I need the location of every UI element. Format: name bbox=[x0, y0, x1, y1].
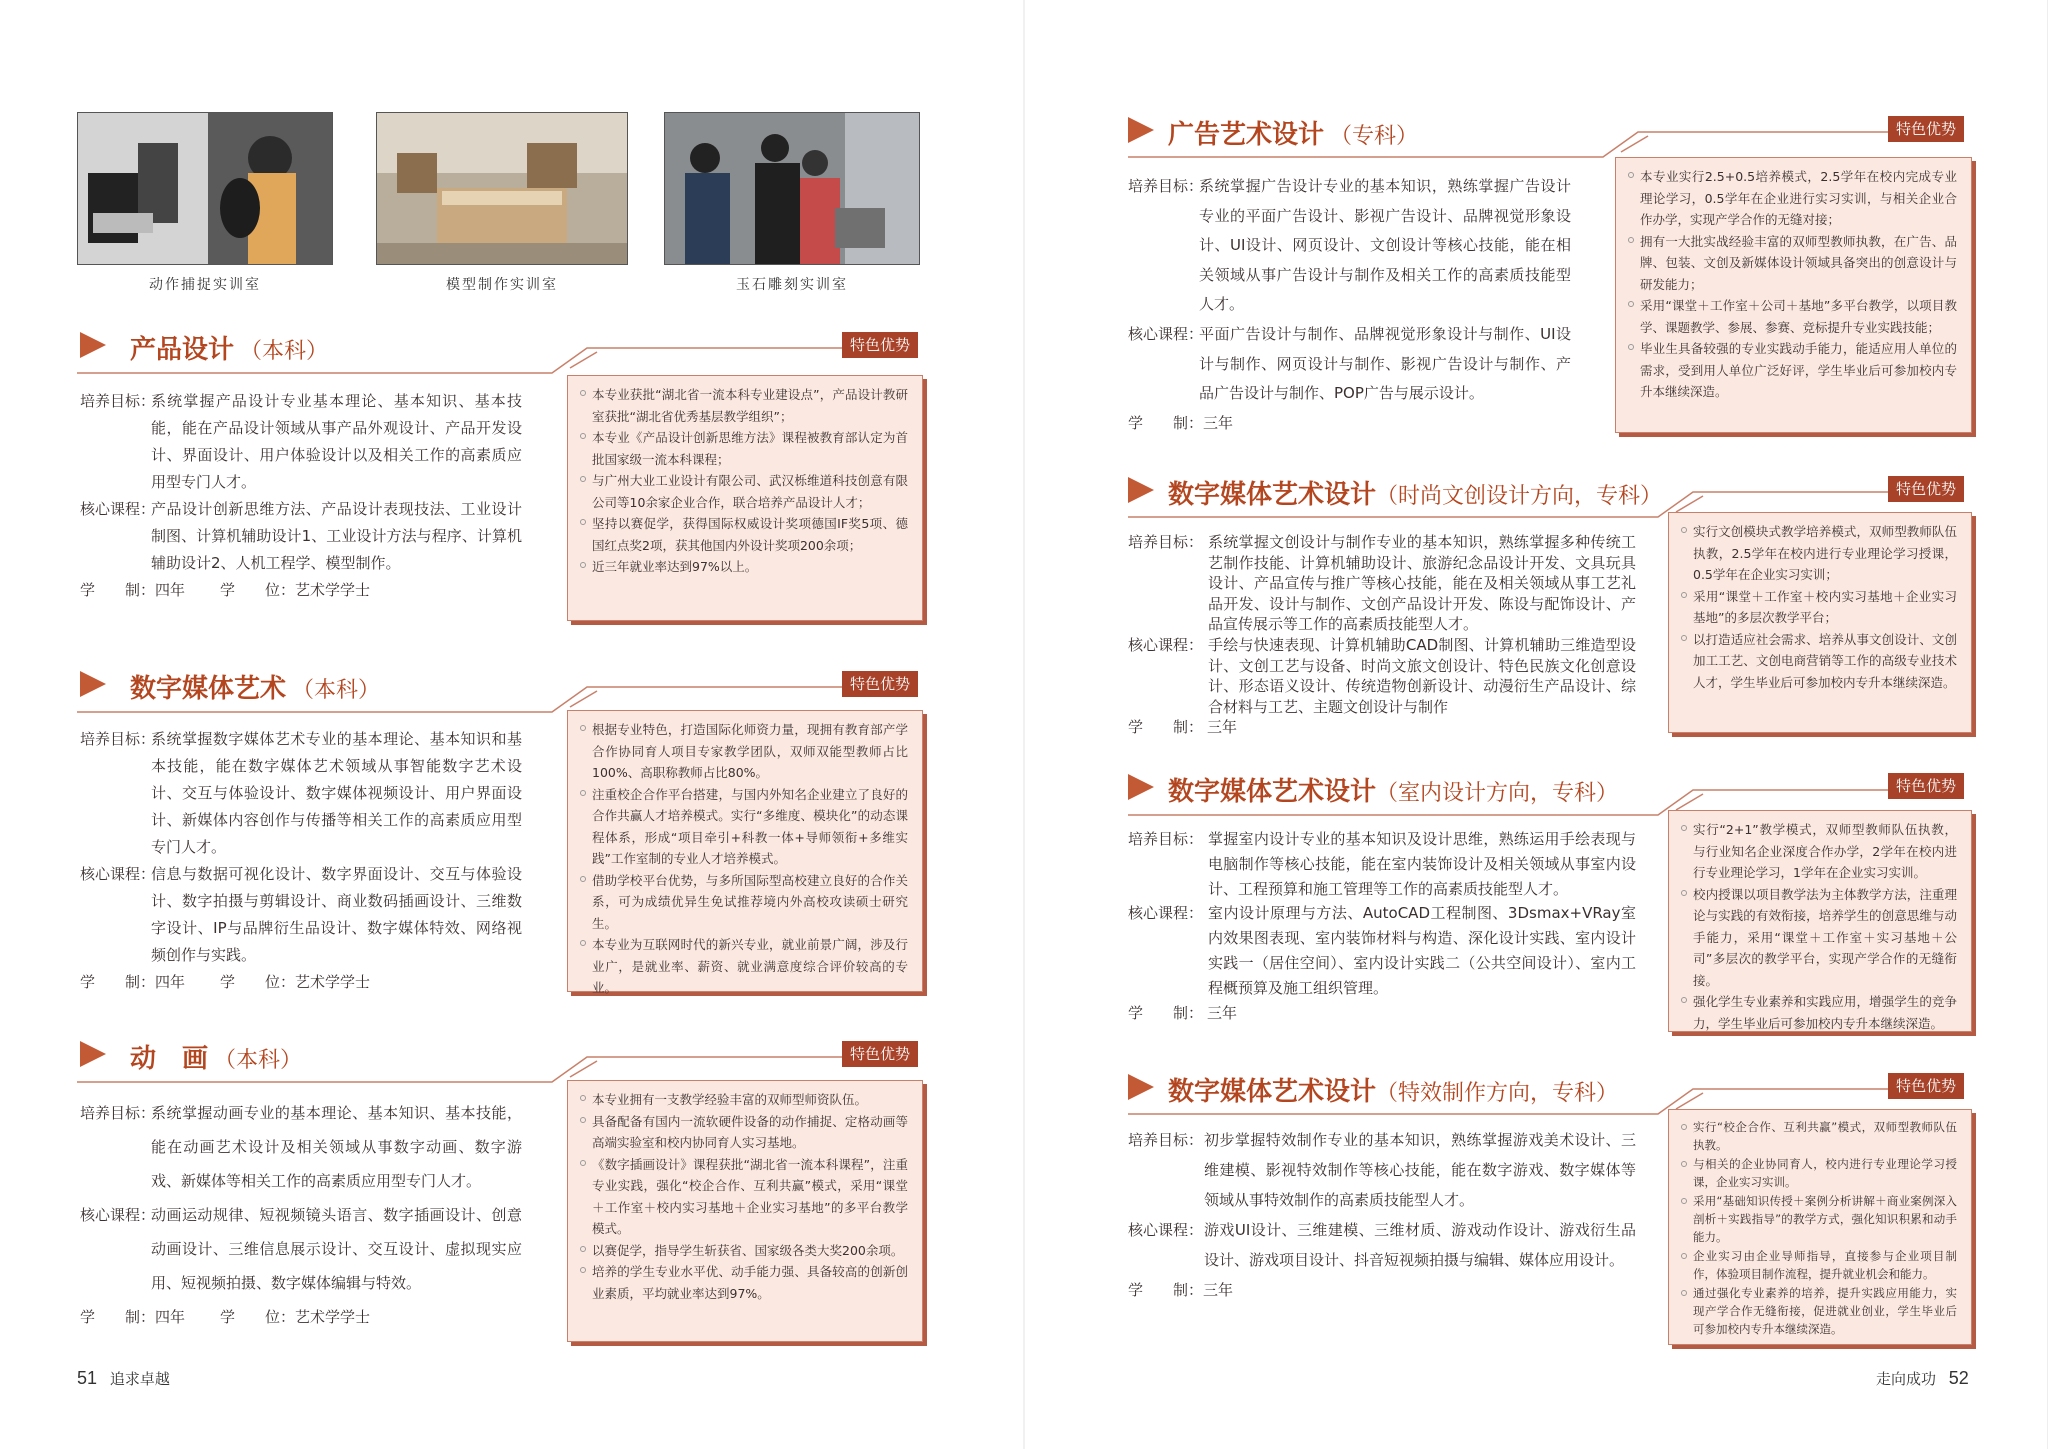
advantage-item: 毕业生具备较强的专业实践动手能力，能适应用人单位的需求，受到用人单位广泛好评，学生毕业后可参加校内专升本继续深造。 bbox=[1628, 338, 1957, 403]
advantage-item: 本专业拥有一支教学经验丰富的双师型师资队伍。 bbox=[580, 1089, 908, 1111]
course-label: 核心课程： bbox=[1128, 1221, 1204, 1239]
xuewei-label: 学 位： bbox=[220, 581, 296, 599]
course-text: 平面广告设计与制作、品牌视觉形象设计与制作、UI设计与制作、网页设计与制作、影视广告设计与制作、产品广告设计与制作、POP广告与展示设计。 bbox=[1199, 324, 1571, 403]
xuewei-value: 艺术学学士 bbox=[295, 581, 371, 599]
goal-label: 培养目标： bbox=[80, 730, 156, 748]
goal-text: 初步掌握特效制作专业的基本知识，熟练掌握游戏美术设计、三维建模、影视特效制作等核心技能，能在数字游戏、数字媒体等领域从事特效制作的高素质技能型人才。 bbox=[1204, 1131, 1636, 1209]
course-label: 核心课程： bbox=[1128, 635, 1204, 654]
xuezhi-label: 学 制： bbox=[80, 973, 156, 991]
goal-label: 培养目标： bbox=[80, 1104, 156, 1122]
advantage-item: 本专业为互联网时代的新兴专业，就业前景广阔，涉及行业广，是就业率、薪资、就业满意度综合评价较高的专业。 bbox=[580, 934, 908, 999]
feature-badge: 特色优势 bbox=[842, 1041, 918, 1067]
xuezhi-label: 学 制： bbox=[1128, 1281, 1204, 1299]
photo-caption: 玉石雕刻实训室 bbox=[736, 277, 848, 293]
course-text: 游戏UI设计、三维建模、三维材质、游戏动作设计、游戏衍生品设计、游戏项目设计、抖音短视频拍摄与编辑、媒体应用设计。 bbox=[1204, 1221, 1636, 1269]
xuezhi-label: 学 制： bbox=[80, 1308, 156, 1326]
advantage-item: 通过强化专业素养的培养，提升实践应用能力，实现产学合作无缝衔接，促进就业创业，学生毕业后可参加校内专升本继续深造。 bbox=[1681, 1284, 1957, 1339]
advantage-item: 与广州大业工业设计有限公司、武汉栎维道科技创意有限公司等10余家企业合作，联合培养产品设计人才； bbox=[580, 470, 908, 513]
section-level: （专科） bbox=[1330, 124, 1419, 149]
xuezhi-value: 三年 bbox=[1207, 718, 1238, 737]
advantage-item: 具备配备有国内一流软硬件设备的动作捕捉、定格动画等高端实验室和校内协同育人实习基地。 bbox=[580, 1111, 908, 1154]
course-text: 室内设计原理与方法、AutoCAD工程制图、3Dsmax+VRay室内效果图表现、室内装饰材料与构造、深化设计实践、室内设计实践一（居住空间）、室内设计实践二（公共空间设计）、室内工程概预算及施工组织管理。 bbox=[1208, 904, 1636, 997]
section-title-text: 数字媒体艺术设计 bbox=[1168, 777, 1377, 807]
advantage-box bbox=[1668, 1109, 1972, 1345]
goal-label: 培养目标： bbox=[1128, 1131, 1204, 1149]
course-label: 核心课程： bbox=[1128, 324, 1204, 343]
feature-badge: 特色优势 bbox=[842, 332, 918, 358]
advantage-item: 校内授课以项目教学法为主体教学方法，注重理论与实践的有效衔接，培养学生的创意思维与动手能力，采用“课堂＋工作室＋实习基地＋公司”多层次的教学平台，实现产学合作的无缝衔接。 bbox=[1681, 884, 1957, 992]
xuezhi-value: 四年 bbox=[155, 1308, 186, 1326]
section-level: （特效制作方向，专科） bbox=[1376, 1081, 1619, 1106]
feature-badge: 特色优势 bbox=[1888, 1073, 1964, 1099]
goal-text: 系统掌握产品设计专业基本理论、基本知识、基本技能，能在产品设计领域从事产品外观设计、产品开发设计、界面设计、用户体验设计以及相关工作的高素质应用型专门人才。 bbox=[151, 392, 522, 491]
section-rule bbox=[77, 338, 928, 378]
goal-label: 培养目标： bbox=[1128, 177, 1204, 195]
photo-caption: 动作捕捉实训室 bbox=[149, 277, 261, 293]
advantage-item: 坚持以赛促学，获得国际权威设计奖项德国IF奖5项、德国红点奖2项，获其他国内外设计奖项200余项； bbox=[580, 513, 908, 556]
page-footer-right bbox=[1876, 1368, 1969, 1389]
advantage-box bbox=[1668, 512, 1972, 733]
advantage-box bbox=[1615, 157, 1972, 433]
course-text: 产品设计创新思维方法、产品设计表现技法、工业设计制图、计算机辅助设计1、工业设计方法与程序、计算机辅助设计2、人机工程学、模型制作。 bbox=[151, 500, 522, 572]
goal-text: 系统掌握动画专业的基本理论、基本知识、基本技能，能在动画艺术设计及相关领域从事数字动画、数字游戏、新媒体等相关工作的高素质应用型专门人才。 bbox=[151, 1104, 522, 1190]
advantage-item: 与相关的企业协同育人，校内进行专业理论学习授课，企业实习实训。 bbox=[1681, 1155, 1957, 1192]
goal-text: 掌握室内设计专业的基本知识及设计思维，熟练运用手绘表现与电脑制作等核心技能，能在室内装饰设计及相关领域从事室内设计、工程预算和施工管理等工作的高素质技能型人才。 bbox=[1208, 830, 1636, 898]
feature-badge: 特色优势 bbox=[1888, 476, 1964, 502]
section-level: （本科） bbox=[292, 678, 381, 703]
xuezhi-label: 学 制： bbox=[1128, 718, 1204, 737]
xuewei-value: 艺术学学士 bbox=[295, 1308, 371, 1326]
section-title-text: 数字媒体艺术 bbox=[130, 674, 287, 704]
advantage-item: 采用“课堂＋工作室＋公司＋基地”多平台教学，以项目教学、课题教学、参展、参赛、竞标提升专业实践技能； bbox=[1628, 295, 1957, 338]
advantage-item: 《数字插画设计》课程获批“湖北省一流本科课程”，注重专业实践，强化“校企合作、互利共赢”模式，采用“课堂＋工作室＋校内实习基地＋企业实习基地”的多平台教学模式。 bbox=[580, 1154, 908, 1240]
section-title-text: 数字媒体艺术设计 bbox=[1168, 1077, 1377, 1107]
page-number: 52 bbox=[1948, 1368, 1969, 1388]
page-spine bbox=[1023, 0, 1025, 1449]
course-label: 核心课程： bbox=[80, 1206, 156, 1224]
page-number: 51 bbox=[77, 1368, 98, 1388]
goal-label: 培养目标： bbox=[1128, 533, 1204, 551]
footer-slogan: 追求卓越 bbox=[109, 1370, 170, 1388]
feature-badge: 特色优势 bbox=[1888, 773, 1964, 799]
section-body bbox=[1128, 172, 1571, 439]
advantage-item: 培养的学生专业水平优、动手能力强、具备较高的创新创业素质，平均就业率达到97%。 bbox=[580, 1261, 908, 1304]
section-level: （本科） bbox=[214, 1048, 303, 1073]
goal-label: 培养目标： bbox=[80, 392, 156, 410]
xuewei-label: 学 位： bbox=[220, 1308, 296, 1326]
advantage-box bbox=[1668, 810, 1972, 1032]
xuewei-label: 学 位： bbox=[220, 973, 296, 991]
advantage-item: 以打造适应社会需求、培养从事文创设计、文创加工工艺、文创电商营销等工作的高级专业技术人才，学生毕业后可参加校内专升本继续深造。 bbox=[1681, 629, 1957, 694]
section-title-text: 产品设计 bbox=[130, 335, 235, 365]
advantage-item: 采用“基础知识传授＋案例分析讲解＋商业案例深入剖析＋实践指导”的教学方式，强化知识积累和动手能力。 bbox=[1681, 1192, 1957, 1247]
xuewei-value: 艺术学学士 bbox=[295, 973, 371, 991]
advantage-item: 借助学校平台优势，与多所国际型高校建立良好的合作关系，可为成绩优异生免试推荐境内外高校攻读硕士研究生。 bbox=[580, 870, 908, 935]
advantage-item: 实行“2+1”教学模式，双师型教师队伍执教，与行业知名企业深度合作办学，2学年在校内进行专业理论学习，1学年在企业实习实训。 bbox=[1681, 819, 1957, 884]
goal-text: 系统掌握广告设计专业的基本知识，熟练掌握广告设计专业的平面广告设计、影视广告设计、品牌视觉形象设计、UI设计、网页设计、文创设计等核心技能，能在相关领域从事广告设计与制作及相关工作的高素质技能型人才。 bbox=[1199, 177, 1571, 314]
xuezhi-value: 三年 bbox=[1207, 1003, 1238, 1022]
feature-badge: 特色优势 bbox=[1888, 116, 1964, 142]
photo-caption: 模型制作实训室 bbox=[446, 277, 558, 293]
advantage-item: 本专业《产品设计创新思维方法》课程被教育部认定为首批国家级一流本科课程； bbox=[580, 427, 908, 470]
xuezhi-value: 三年 bbox=[1203, 413, 1234, 432]
advantage-item: 强化学生专业素养和实践应用，增强学生的竞争力，学生毕业后可参加校内专升本继续深造。 bbox=[1681, 991, 1957, 1034]
course-text: 手绘与快速表现、计算机辅助CAD制图、计算机辅助三维造型设计、文创工艺与设备、时尚文旅文创设计、特色民族文化创意设计、形态语义设计、传统造物创新设计、动漫衍生产品设计、综合材料与工艺、主题文创设计与制作 bbox=[1208, 635, 1636, 716]
section-level: （室内设计方向，专科） bbox=[1376, 781, 1619, 806]
course-text: 动画运动规律、短视频镜头语言、数字插画设计、创意动画设计、三维信息展示设计、交互设计、虚拟现实应用、短视频拍摄、数字媒体编辑与特效。 bbox=[151, 1206, 522, 1292]
course-label: 核心课程： bbox=[80, 865, 156, 883]
advantage-item: 拥有一大批实战经验丰富的双师型教师执教，在广告、品牌、包装、文创及新媒体设计领域具备突出的创意设计与研发能力； bbox=[1628, 231, 1957, 296]
advantage-item: 本专业获批“湖北省一流本科专业建设点”，产品设计教研室获批“湖北省优秀基层教学组织”； bbox=[580, 384, 908, 427]
xuezhi-label: 学 制： bbox=[80, 581, 156, 599]
goal-text: 系统掌握文创设计与制作专业的基本知识，熟练掌握多种传统工艺制作技能、计算机辅助设计、旅游纪念品设计开发、文具玩具设计、产品宣传与推广等核心技能，能在及相关领域从事工艺礼品开发、设计与制作、文创产品设计开发、陈设与配饰设计、产品宣传展示等工作的高素质技能型人才。 bbox=[1208, 533, 1636, 634]
feature-badge: 特色优势 bbox=[842, 671, 918, 697]
section-rule bbox=[1128, 122, 1976, 162]
page-footer-left bbox=[77, 1368, 170, 1389]
xuezhi-value: 四年 bbox=[155, 973, 186, 991]
advantage-item: 采用“课堂＋工作室＋校内实习基地＋企业实习基地”的多层次教学平台； bbox=[1681, 586, 1957, 629]
section-title-text: 数字媒体艺术设计 bbox=[1168, 480, 1377, 510]
advantage-item: 根据专业特色，打造国际化师资力量，现拥有教育部产学合作协同育人项目专家教学团队，双师双能型教师占比100%、高职称教师占比80%。 bbox=[580, 719, 908, 784]
xuezhi-label: 学 制： bbox=[1128, 413, 1204, 432]
goal-text: 系统掌握数字媒体艺术专业的基本理论、基本知识和基本技能，能在数字媒体艺术领域从事智能数字艺术设计、交互与体验设计、数字媒体视频设计、用户界面设计、新媒体内容创作与传播等相关工作的高素质应用型专门人才。 bbox=[151, 730, 522, 856]
section-level: （时尚文创设计方向，专科） bbox=[1376, 484, 1663, 509]
advantage-box bbox=[567, 1080, 923, 1342]
footer-slogan: 走向成功 bbox=[1876, 1370, 1937, 1388]
advantage-item: 近三年就业率达到97%以上。 bbox=[580, 556, 908, 578]
section-body bbox=[1128, 532, 1636, 739]
section-body bbox=[1128, 827, 1636, 1027]
photo-motion-capture-lab bbox=[77, 112, 333, 265]
section-body bbox=[1128, 1125, 1636, 1305]
section-title-text: 广告艺术设计 bbox=[1168, 120, 1325, 150]
advantage-item: 实行文创模块式教学培养模式，双师型教师队伍执教，2.5学年在校内进行专业理论学习授课，0.5学年在企业实习实训； bbox=[1681, 521, 1957, 586]
advantage-item: 企业实习由企业导师指导，直接参与企业项目制作，体验项目制作流程，提升就业机会和能力。 bbox=[1681, 1247, 1957, 1284]
advantage-item: 本专业实行2.5+0.5培养模式，2.5学年在校内完成专业理论学习，0.5学年在企业进行实习实训，与相关企业合作办学，实现产学合作的无缝对接； bbox=[1628, 166, 1957, 231]
section-title-text: 动 画 bbox=[130, 1044, 209, 1074]
course-label: 核心课程： bbox=[80, 500, 156, 518]
section-level: （本科） bbox=[240, 339, 329, 364]
advantage-item: 实行“校企合作、互利共赢”模式，双师型教师队伍执教。 bbox=[1681, 1118, 1957, 1155]
course-text: 信息与数据可视化设计、数字界面设计、交互与体验设计、数字拍摄与剪辑设计、商业数码插画设计、三维数字设计、IP与品牌衍生品设计、数字媒体特效、网络视频创作与实践。 bbox=[151, 865, 522, 964]
advantage-box bbox=[567, 710, 923, 995]
xuezhi-value: 四年 bbox=[155, 581, 186, 599]
advantage-box bbox=[567, 375, 923, 621]
xuezhi-value: 三年 bbox=[1203, 1281, 1234, 1299]
section-body bbox=[80, 1096, 522, 1334]
section-body bbox=[80, 388, 522, 604]
goal-label: 培养目标： bbox=[1128, 830, 1204, 848]
section-body bbox=[80, 726, 522, 996]
xuezhi-label: 学 制： bbox=[1128, 1003, 1204, 1022]
photo-jade-carving-lab bbox=[664, 112, 920, 265]
advantage-item: 以赛促学，指导学生斩获省、国家级各类大奖200余项。 bbox=[580, 1240, 908, 1262]
photo-model-making-lab bbox=[376, 112, 628, 265]
course-label: 核心课程： bbox=[1128, 904, 1204, 923]
advantage-item: 注重校企合作平台搭建，与国内外知名企业建立了良好的合作共赢人才培养模式。实行“多维度、模块化”的动态课程体系，形成“项目牵引+科教一体+导师领衔+多维实践”工作室制的专业人才培养模式。 bbox=[580, 784, 908, 870]
